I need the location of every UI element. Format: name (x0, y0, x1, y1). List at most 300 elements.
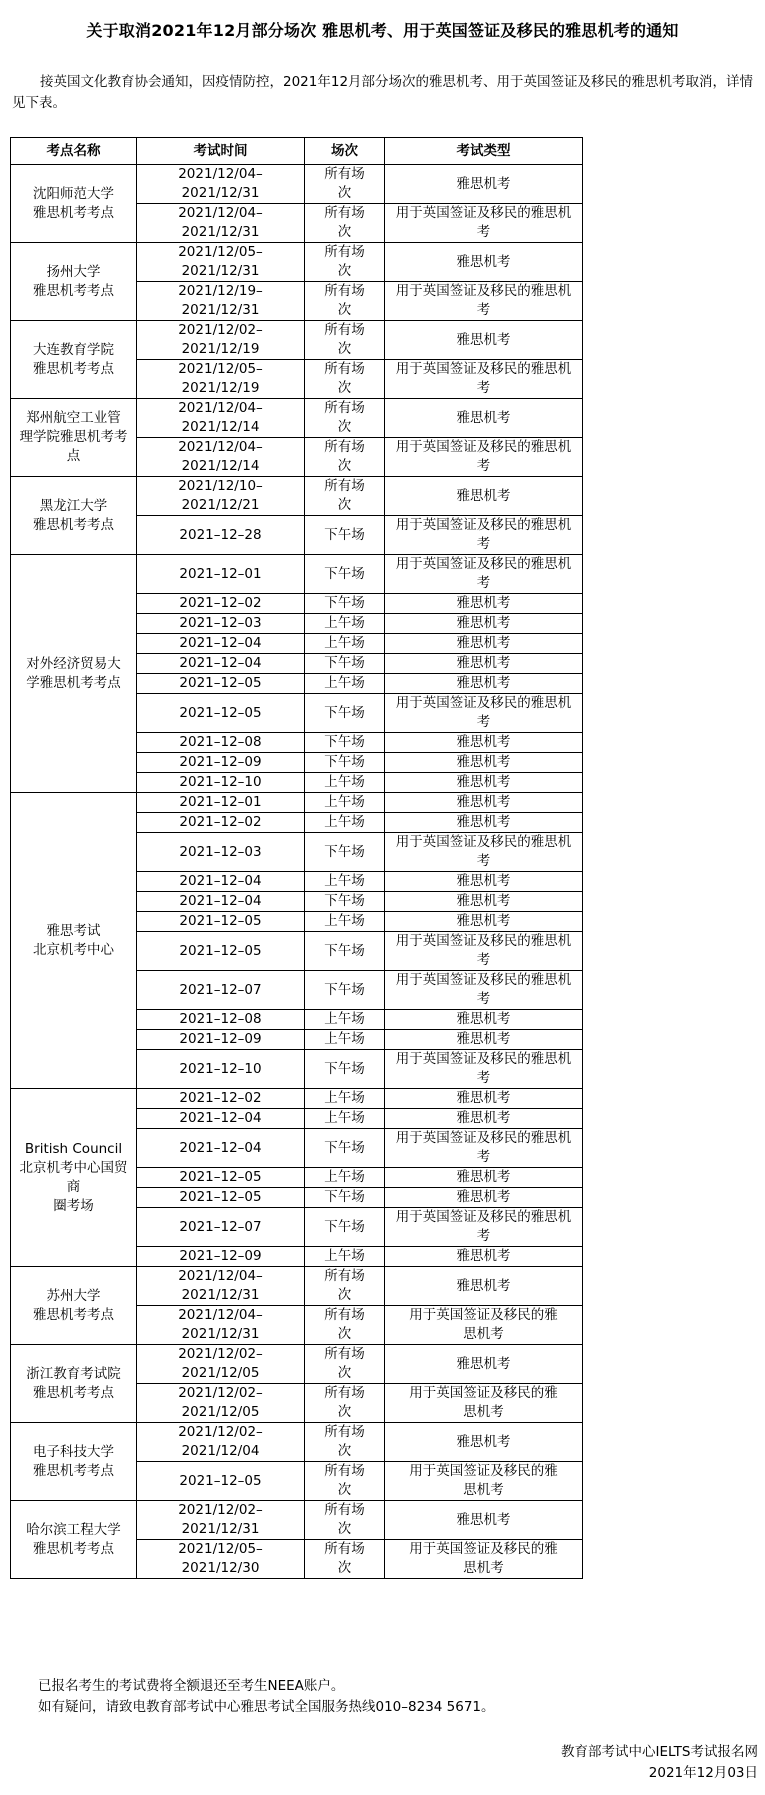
cell-line: 雅思机考 (456, 1090, 511, 1106)
cell-line: 次 (337, 380, 352, 396)
table-body (11, 165, 584, 1579)
cell-line: 雅思机考 (456, 873, 511, 889)
empty-spacer-cell (583, 694, 584, 733)
empty-spacer-cell (583, 282, 584, 321)
cell-line: 用于英国签证及移民的雅思机 (395, 834, 572, 850)
cell-line: 2021/12/31 (181, 185, 260, 201)
exam-time-cell (137, 694, 305, 733)
cell-line: 次 (337, 302, 352, 318)
exam-time-cell (137, 594, 305, 614)
cell-line: 雅思机考 (456, 1031, 511, 1047)
exam-time-cell (137, 1501, 305, 1540)
header-type: 考试类型 (385, 138, 583, 165)
cell-line: 用于英国签证及移民的雅 (409, 1307, 558, 1323)
exam-time-cell (137, 892, 305, 912)
header-site: 考点名称 (11, 138, 137, 165)
cell-line: 2021–12–03 (179, 615, 262, 631)
site-name-cell (11, 399, 137, 477)
cell-line: 考 (476, 458, 491, 474)
cell-line: 雅思机考考点 (33, 1540, 114, 1557)
exam-type-cell (385, 971, 583, 1010)
cell-line: 雅思机考 (456, 734, 511, 750)
cell-line: 用于英国签证及移民的雅 (409, 1463, 558, 1479)
cell-line: 上午场 (324, 774, 365, 790)
hotline-note: 如有疑问，请致电教育部考试中心雅思考试全国服务热线010–8234 5671。 (38, 1699, 495, 1715)
cell-line: 2021/12/04 (181, 1443, 260, 1459)
cell-line: 思机考 (463, 1404, 504, 1420)
session-cell (305, 1050, 385, 1089)
empty-spacer-cell (583, 477, 584, 516)
exam-type-cell (385, 516, 583, 555)
cell-line: 下午场 (324, 1218, 365, 1235)
exam-time-cell (137, 1208, 305, 1247)
cell-line: 所有场 (324, 322, 365, 338)
empty-spacer-cell (583, 1384, 584, 1423)
session-cell (305, 1109, 385, 1129)
cell-line: 下午场 (324, 1060, 365, 1077)
cell-line: 2021/12/02– (178, 1385, 263, 1401)
exam-type-cell (385, 204, 583, 243)
exam-type-cell (385, 165, 583, 204)
session-cell (305, 399, 385, 438)
session-cell (305, 1188, 385, 1208)
table-row (11, 793, 584, 813)
cell-line: 考 (476, 302, 491, 318)
session-cell (305, 477, 385, 516)
exam-time-cell (137, 204, 305, 243)
cell-line: 用于英国签证及移民的雅思机 (395, 205, 572, 221)
cell-line: 2021/12/19 (181, 380, 260, 396)
exam-type-cell (385, 1109, 583, 1129)
exam-time-cell (137, 1129, 305, 1168)
cell-line: 次 (337, 458, 352, 474)
empty-spacer-cell (583, 1030, 584, 1050)
exam-time-cell (137, 1109, 305, 1129)
cell-line: 2021/12/31 (181, 224, 260, 240)
session-cell (305, 1540, 385, 1579)
session-cell (305, 516, 385, 555)
exam-type-cell (385, 1010, 583, 1030)
cell-line: 所有场 (324, 1307, 365, 1323)
session-cell (305, 1423, 385, 1462)
exam-type-cell (385, 1030, 583, 1050)
cell-line: 所有场 (324, 205, 365, 221)
session-cell (305, 1208, 385, 1247)
exam-type-cell (385, 872, 583, 892)
cell-line: 2021/12/05 (181, 1404, 260, 1420)
exam-type-cell (385, 694, 583, 733)
exam-type-cell (385, 477, 583, 516)
cell-line: 2021–12–04 (179, 893, 262, 909)
empty-spacer-cell (583, 753, 584, 773)
cell-line: 雅思机考考点 (33, 516, 114, 533)
exam-type-cell (385, 614, 583, 634)
cell-line: 雅思机考 (456, 487, 511, 504)
cell-line: 下午场 (324, 526, 365, 543)
cell-line: 雅思机考 (456, 175, 511, 192)
session-cell (305, 282, 385, 321)
cell-line: 下午场 (324, 893, 365, 909)
exam-type-cell (385, 1208, 583, 1247)
cell-line: 雅思机考 (456, 1433, 511, 1450)
table-row (11, 399, 584, 438)
cell-line: 对外经济贸易大 (26, 655, 121, 672)
exam-type-cell (385, 1462, 583, 1501)
cell-line: 2021–12–09 (179, 754, 262, 770)
cell-line: 雅思考试 (46, 922, 101, 939)
empty-spacer-cell (583, 1050, 584, 1089)
session-cell (305, 321, 385, 360)
cell-line: 下午场 (324, 595, 365, 611)
cell-line: 2021–12–09 (179, 1248, 262, 1264)
cell-line: 所有场 (324, 478, 365, 494)
cell-line: 2021–12–05 (179, 675, 262, 691)
session-cell (305, 694, 385, 733)
cell-line: 2021/12/21 (181, 497, 260, 513)
empty-spacer-cell (583, 971, 584, 1010)
cell-line: 考 (476, 380, 491, 396)
cell-line: 所有场 (324, 361, 365, 377)
cell-line: 次 (337, 1560, 352, 1576)
cell-line: 郑州航空工业管 (26, 410, 121, 426)
header-spacer (583, 138, 584, 165)
exam-type-cell (385, 773, 583, 793)
cell-line: 2021/12/14 (181, 419, 260, 435)
empty-spacer-cell (583, 1247, 584, 1267)
empty-spacer-cell (583, 1462, 584, 1501)
cell-line: 下午场 (324, 1139, 365, 1156)
exam-time-cell (137, 516, 305, 555)
table-row (11, 555, 584, 594)
exam-time-cell (137, 793, 305, 813)
site-name-cell (11, 555, 137, 793)
empty-spacer-cell (583, 1345, 584, 1384)
cell-line: 用于英国签证及移民的雅思机 (395, 439, 572, 455)
cell-line: 2021–12–07 (179, 1218, 262, 1235)
cell-line: 雅思机考考点 (33, 204, 114, 221)
exam-time-cell (137, 1188, 305, 1208)
cell-line: 2021–12–04 (179, 1110, 262, 1126)
exam-time-cell (137, 321, 305, 360)
empty-spacer-cell (583, 813, 584, 833)
cell-line: 雅思机考 (456, 635, 511, 651)
empty-spacer-cell (583, 1129, 584, 1168)
exam-time-cell (137, 872, 305, 892)
cell-line: 雅思机考 (456, 655, 511, 671)
cell-line: 2021/12/05– (178, 244, 263, 260)
cell-line: 2021–12–10 (179, 774, 262, 790)
cell-line: 2021/12/02– (178, 1502, 263, 1518)
cell-line: 下午场 (324, 734, 365, 750)
cell-line: 2021/12/04– (178, 400, 263, 416)
cell-line: 次 (337, 224, 352, 240)
exam-type-cell (385, 1188, 583, 1208)
cell-line: 思机考 (463, 1326, 504, 1342)
session-cell (305, 594, 385, 614)
cell-line: 所有场 (324, 439, 365, 455)
cell-line: 次 (337, 419, 352, 435)
session-cell (305, 1089, 385, 1109)
empty-spacer-cell (583, 793, 584, 813)
cell-line: 2021/12/05– (178, 361, 263, 377)
session-cell (305, 1030, 385, 1050)
cell-line: 理学院雅思机考考点 (19, 429, 128, 464)
cell-line: 所有场 (324, 400, 365, 416)
cell-line: 2021–12–05 (179, 1472, 262, 1489)
empty-spacer-cell (583, 1306, 584, 1345)
exam-time-cell (137, 753, 305, 773)
cell-line: 考 (476, 991, 491, 1007)
cell-line: 2021–12–05 (179, 942, 262, 959)
cell-line: 下午场 (324, 843, 365, 860)
exam-type-cell (385, 753, 583, 773)
cell-line: 雅思机考 (456, 1248, 511, 1264)
cell-line: 用于英国签证及移民的雅思机 (395, 361, 572, 377)
cell-line: 次 (337, 1404, 352, 1420)
cell-line: 雅思机考 (456, 1355, 511, 1372)
cell-line: 2021/12/19– (178, 283, 263, 299)
exam-time-cell (137, 1030, 305, 1050)
cell-line: 雅思机考考点 (33, 1306, 114, 1323)
exam-type-cell (385, 282, 583, 321)
exam-time-cell (137, 733, 305, 753)
empty-spacer-cell (583, 1208, 584, 1247)
exam-type-cell (385, 1168, 583, 1188)
exam-time-cell (137, 282, 305, 321)
cell-line: 2021/12/04– (178, 166, 263, 182)
cell-line: 用于英国签证及移民的雅思机 (395, 1130, 572, 1146)
exam-type-cell (385, 321, 583, 360)
exam-time-cell (137, 1384, 305, 1423)
cell-line: 上午场 (324, 1248, 365, 1264)
exam-time-cell (137, 614, 305, 634)
cell-line: 次 (337, 497, 352, 513)
cell-line: 2021–12–08 (179, 734, 262, 750)
cell-line: 2021–12–05 (179, 1169, 262, 1185)
session-cell (305, 912, 385, 932)
empty-spacer-cell (583, 1267, 584, 1306)
cell-line: 考 (476, 575, 491, 591)
exam-type-cell (385, 833, 583, 872)
cell-line: 下午场 (324, 704, 365, 721)
intro-paragraph: 接英国文化教育协会通知，因疫情防控，2021年12月部分场次的雅思机考、用于英国签证及移民的雅思机考取消，详情见下表。 (12, 74, 754, 111)
cell-line: 雅思机考 (456, 1011, 511, 1027)
cell-line: 黑龙江大学 (39, 497, 108, 514)
empty-spacer-cell (583, 594, 584, 614)
cell-line: 考 (476, 714, 491, 730)
exam-time-cell (137, 399, 305, 438)
cell-line: 2021–12–28 (179, 526, 262, 543)
cell-line: 2021–12–01 (179, 565, 262, 582)
site-name-cell (11, 321, 137, 399)
cell-line: 雅思机考 (456, 794, 511, 810)
cell-line: 2021/12/05 (181, 1365, 260, 1381)
session-cell (305, 773, 385, 793)
cell-line: 雅思机考 (456, 1110, 511, 1126)
exam-time-cell (137, 360, 305, 399)
page-title: 关于取消2021年12月部分场次 雅思机考、用于英国签证及移民的雅思机考的通知 (86, 21, 679, 40)
signature-date: 2021年12月03日 (648, 1765, 758, 1781)
cell-line: 2021–12–09 (179, 1031, 262, 1047)
empty-spacer-cell (583, 773, 584, 793)
exam-time-cell (137, 1345, 305, 1384)
table-row (11, 321, 584, 360)
cell-line: 所有场 (324, 1268, 365, 1284)
cell-line: 扬州大学 (46, 263, 101, 280)
exam-time-cell (137, 1267, 305, 1306)
session-cell (305, 971, 385, 1010)
table-row (11, 1501, 584, 1540)
signature-org: 教育部考试中心IELTS考试报名网 (561, 1744, 758, 1760)
exam-type-cell (385, 243, 583, 282)
empty-spacer-cell (583, 321, 584, 360)
session-cell (305, 654, 385, 674)
cell-line: 浙江教育考试院 (26, 1365, 121, 1382)
cell-line: 次 (337, 1443, 352, 1459)
empty-spacer-cell (583, 912, 584, 932)
cell-line: 用于英国签证及移民的雅思机 (395, 556, 572, 572)
cell-line: 雅思机考 (456, 913, 511, 929)
cell-line: 用于英国签证及移民的雅思机 (395, 933, 572, 949)
exam-time-cell (137, 654, 305, 674)
cell-line: 次 (337, 341, 352, 357)
cell-line: 2021/12/04– (178, 1307, 263, 1323)
session-cell (305, 1010, 385, 1030)
cell-line: 用于英国签证及移民的雅 (409, 1385, 558, 1401)
session-cell (305, 793, 385, 813)
exam-type-cell (385, 1247, 583, 1267)
exam-time-cell (137, 912, 305, 932)
exam-time-cell (137, 932, 305, 971)
cell-line: 2021/12/10– (178, 478, 263, 494)
empty-spacer-cell (583, 1188, 584, 1208)
cell-line: 沈阳师范大学 (33, 185, 114, 202)
site-name-cell (11, 1267, 137, 1345)
cell-line: 雅思机考 (456, 754, 511, 770)
exam-type-cell (385, 1423, 583, 1462)
cell-line: 2021/12/31 (181, 302, 260, 318)
cell-line: 雅思机考 (456, 1169, 511, 1185)
empty-spacer-cell (583, 892, 584, 912)
cell-line: 上午场 (324, 675, 365, 691)
session-cell (305, 674, 385, 694)
cell-line: 次 (337, 1287, 352, 1303)
cell-line: 下午场 (324, 655, 365, 671)
cell-line: 所有场 (324, 1346, 365, 1362)
cell-line: 2021/12/31 (181, 1521, 260, 1537)
session-cell (305, 204, 385, 243)
session-cell (305, 1267, 385, 1306)
session-cell (305, 932, 385, 971)
session-cell (305, 733, 385, 753)
cell-line: 上午场 (324, 1011, 365, 1027)
exam-type-cell (385, 555, 583, 594)
cell-line: 2021–12–05 (179, 1189, 262, 1205)
cell-line: 上午场 (324, 913, 365, 929)
cell-line: 所有场 (324, 166, 365, 182)
exam-type-cell (385, 1267, 583, 1306)
session-cell (305, 1306, 385, 1345)
exam-type-cell (385, 438, 583, 477)
cell-line: 2021/12/14 (181, 458, 260, 474)
cell-line: 雅思机考 (456, 774, 511, 790)
cell-line: 上午场 (324, 873, 365, 889)
cell-line: 雅思机考考点 (33, 1462, 114, 1479)
notes (38, 1676, 495, 1718)
session-cell (305, 360, 385, 399)
cell-line: 2021–12–04 (179, 635, 262, 651)
session-cell (305, 243, 385, 282)
cell-line: 2021–12–02 (179, 595, 262, 611)
cell-line: 所有场 (324, 1502, 365, 1518)
cancellation-table (10, 137, 583, 1579)
cell-line: 考 (476, 536, 491, 552)
session-cell (305, 1462, 385, 1501)
session-cell (305, 438, 385, 477)
cell-line: 2021–12–08 (179, 1011, 262, 1027)
cell-line: 用于英国签证及移民的雅思机 (395, 695, 572, 711)
table-row (11, 477, 584, 516)
table-header-row (11, 138, 584, 165)
cell-line: 用于英国签证及移民的雅思机 (395, 1209, 572, 1225)
session-cell (305, 833, 385, 872)
cell-line: 哈尔滨工程大学 (26, 1521, 121, 1538)
cell-line: 雅思机考考点 (33, 360, 114, 377)
exam-time-cell (137, 1306, 305, 1345)
cell-line: 上午场 (324, 794, 365, 810)
session-cell (305, 1129, 385, 1168)
exam-time-cell (137, 674, 305, 694)
cell-line: 2021–12–05 (179, 704, 262, 721)
cell-line: 用于英国签证及移民的雅思机 (395, 972, 572, 988)
cell-line: 2021/12/02– (178, 1424, 263, 1440)
cell-line: 2021–12–02 (179, 1090, 262, 1106)
cell-line: 用于英国签证及移民的雅思机 (395, 517, 572, 533)
empty-spacer-cell (583, 654, 584, 674)
cell-line: 圈考场 (53, 1197, 94, 1214)
empty-spacer-cell (583, 438, 584, 477)
cell-line: 大连教育学院 (33, 341, 114, 358)
exam-type-cell (385, 674, 583, 694)
exam-time-cell (137, 1540, 305, 1579)
cell-line: 考 (476, 1228, 491, 1244)
session-cell (305, 1247, 385, 1267)
exam-time-cell (137, 1462, 305, 1501)
cell-line: 2021/12/04– (178, 439, 263, 455)
cell-line: 2021–12–04 (179, 1139, 262, 1156)
cell-line: 雅思机考 (456, 331, 511, 348)
cell-line: 思机考 (463, 1560, 504, 1576)
cell-line: 2021–12–02 (179, 814, 262, 830)
empty-spacer-cell (583, 1109, 584, 1129)
session-cell (305, 165, 385, 204)
table-row (11, 165, 584, 204)
cell-line: 下午场 (324, 565, 365, 582)
empty-spacer-cell (583, 872, 584, 892)
session-cell (305, 555, 385, 594)
cell-line: 2021–12–01 (179, 794, 262, 810)
empty-spacer-cell (583, 399, 584, 438)
cell-line: 雅思机考 (456, 1189, 511, 1205)
exam-type-cell (385, 1540, 583, 1579)
exam-type-cell (385, 1345, 583, 1384)
session-cell (305, 1501, 385, 1540)
exam-type-cell (385, 654, 583, 674)
cell-line: 上午场 (324, 1090, 365, 1106)
exam-type-cell (385, 1384, 583, 1423)
exam-type-cell (385, 360, 583, 399)
session-cell (305, 1345, 385, 1384)
